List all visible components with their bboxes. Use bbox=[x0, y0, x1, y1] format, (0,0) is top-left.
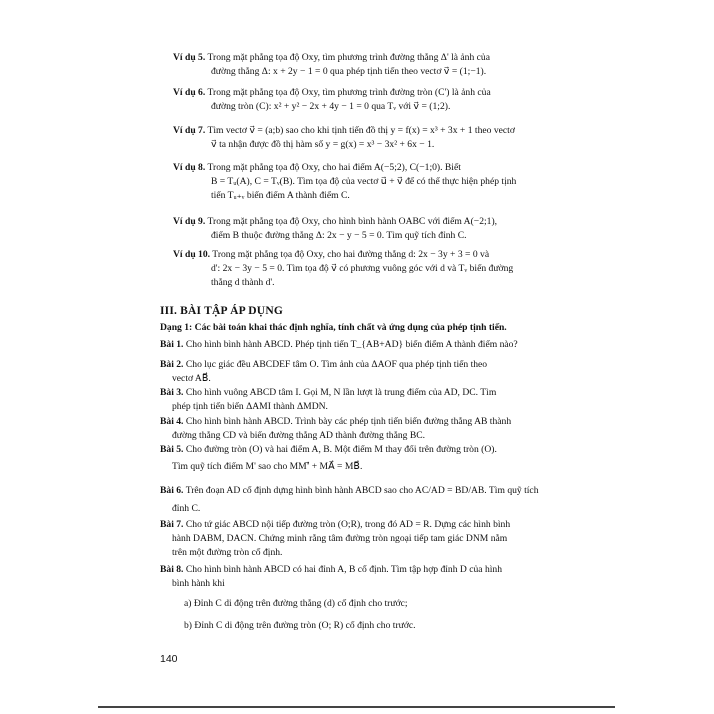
exercise-option-a: a) Đỉnh C di động trên đường thẳng (d) cố định cho trước; bbox=[184, 598, 408, 609]
exercise-text: vectơ AB⃗. bbox=[172, 373, 211, 384]
subsection-title: Dạng 1: Các bài toán khai thác định nghĩa, tính chất và ứng dụng của phép tịnh tiến. bbox=[160, 322, 507, 333]
example-label: Ví dụ 8. bbox=[173, 162, 206, 173]
exercise-1 bbox=[160, 338, 558, 352]
example-text: Trong mặt phẳng tọa độ Oxy, cho hai điểm A(−5;2), C(−1;0). Biết bbox=[207, 162, 461, 173]
example-text: đường thẳng Δ: x + 2y − 1 = 0 qua phép tịnh tiến theo vectơ v⃗ = (1;−1). bbox=[211, 66, 487, 77]
footer-divider bbox=[98, 706, 615, 708]
exercise-text: hành DABM, DACN. Chứng minh rằng tâm đường tròn ngoại tiếp tam giác DNM nằm bbox=[172, 533, 508, 544]
exercise-label: Bài 6. bbox=[160, 485, 184, 496]
example-text: Trong mặt phẳng tọa độ Oxy, tìm phương trình đường thẳng Δ' là ảnh của bbox=[207, 52, 490, 63]
example-7 bbox=[173, 124, 558, 152]
exercise-text: Cho hình bình hành ABCD. Phép tịnh tiến T_{AB+AD} biến điểm A thành điểm nào? bbox=[185, 339, 518, 350]
example-text: Trong mặt phẳng tọa độ Oxy, tìm phương trình đường tròn (C') là ảnh của bbox=[207, 87, 491, 98]
exercise-text: Cho đường tròn (O) và hai điểm A, B. Một điểm M thay đổi trên đường tròn (O). bbox=[185, 444, 497, 455]
exercise-2 bbox=[160, 358, 558, 386]
example-label: Ví dụ 7. bbox=[173, 125, 206, 136]
example-9 bbox=[173, 215, 558, 243]
exercise-text: Cho hình bình hành ABCD có hai đỉnh A, B cố định. Tìm tập hợp đỉnh D của hình bbox=[185, 564, 503, 575]
exercise-text: Cho tứ giác ABCD nội tiếp đường tròn (O;R), trong đó AD = R. Dựng các hình bình bbox=[185, 519, 511, 530]
example-8 bbox=[173, 161, 558, 203]
example-text: thẳng d thành d'. bbox=[211, 277, 275, 288]
exercise-text: đường thẳng CD và biến đường thẳng AD thành đường thẳng BC. bbox=[172, 430, 426, 441]
exercise-text: phép tịnh tiến biến ΔAMI thành ΔMDN. bbox=[172, 401, 328, 412]
example-text: Trong mặt phẳng tọa độ Oxy, cho hai đường thẳng d: 2x − 3y + 3 = 0 và bbox=[212, 249, 490, 260]
example-text: tiến Tᵤ₊ᵥ biến điểm A thành điểm C. bbox=[211, 190, 350, 201]
example-label: Ví dụ 5. bbox=[173, 52, 206, 63]
example-6 bbox=[173, 86, 558, 114]
exercise-label: Bài 1. bbox=[160, 339, 184, 350]
example-text: v⃗ ta nhận được đồ thị hàm số y = g(x) = x³ − 3x² + 6x − 1. bbox=[211, 139, 435, 150]
example-label: Ví dụ 10. bbox=[173, 249, 211, 260]
example-text: B = Tᵤ(A), C = Tᵥ(B). Tìm tọa độ của vectơ u⃗ + v⃗ để có thể thực hiện phép tịnh bbox=[211, 176, 517, 187]
page-number: 140 bbox=[160, 653, 178, 665]
example-text: điểm B thuộc đường thẳng Δ: 2x − y − 5 = 0. Tìm quỹ tích đỉnh C. bbox=[211, 230, 467, 241]
example-text: đường tròn (C): x² + y² − 2x + 4y − 1 = 0 qua Tᵥ với v⃗ = (1;2). bbox=[211, 101, 451, 112]
exercise-label: Bài 3. bbox=[160, 387, 184, 398]
exercise-label: Bài 4. bbox=[160, 416, 184, 427]
example-10 bbox=[173, 248, 558, 290]
example-5 bbox=[173, 51, 558, 79]
exercise-text: đỉnh C. bbox=[172, 503, 201, 514]
exercise-label: Bài 7. bbox=[160, 519, 184, 530]
exercise-7 bbox=[160, 518, 558, 560]
exercise-text: Cho hình bình hành ABCD. Trình bày các phép tịnh tiến biến đường thẳng AB thành bbox=[185, 416, 512, 427]
example-label: Ví dụ 6. bbox=[173, 87, 206, 98]
exercise-label: Bài 5. bbox=[160, 444, 184, 455]
exercise-text: Tìm quỹ tích điểm M' sao cho MM'⃗ + MA⃗ = MB⃗. bbox=[172, 461, 363, 472]
exercise-text: Cho lục giác đều ABCDEF tâm O. Tìm ảnh của ΔAOF qua phép tịnh tiến theo bbox=[185, 359, 488, 370]
exercise-label: Bài 2. bbox=[160, 359, 184, 370]
exercise-8 bbox=[160, 563, 558, 633]
exercise-3 bbox=[160, 386, 558, 414]
exercise-5 bbox=[160, 443, 558, 474]
exercise-4 bbox=[160, 415, 558, 443]
exercise-label: Bài 8. bbox=[160, 564, 184, 575]
exercise-text: bình hành khi bbox=[172, 578, 225, 589]
example-text: Trong mặt phẳng tọa độ Oxy, cho hình bình hành OABC với điểm A(−2;1), bbox=[207, 216, 498, 227]
example-text: d': 2x − 3y − 5 = 0. Tìm tọa độ v⃗ có phương vuông góc với d và Tᵥ biến đường bbox=[211, 263, 514, 274]
section-title: III. BÀI TẬP ÁP DỤNG bbox=[160, 305, 283, 317]
example-label: Ví dụ 9. bbox=[173, 216, 206, 227]
exercise-6 bbox=[160, 484, 558, 516]
exercise-text: trên một đường tròn cố định. bbox=[172, 547, 283, 558]
example-text: Tìm vectơ v⃗ = (a;b) sao cho khi tịnh tiến đồ thị y = f(x) = x³ + 3x + 1 theo vectơ bbox=[207, 125, 515, 136]
exercise-text: Cho hình vuông ABCD tâm I. Gọi M, N lần lượt là trung điểm của AD, DC. Tìm bbox=[185, 387, 497, 398]
exercise-text: Trên đoạn AD cố định dựng hình bình hành ABCD sao cho AC/AD = BD/AB. Tìm quỹ tích bbox=[185, 485, 539, 496]
exercise-option-b: b) Đỉnh C di động trên đường tròn (O; R) cố định cho trước. bbox=[184, 620, 416, 631]
